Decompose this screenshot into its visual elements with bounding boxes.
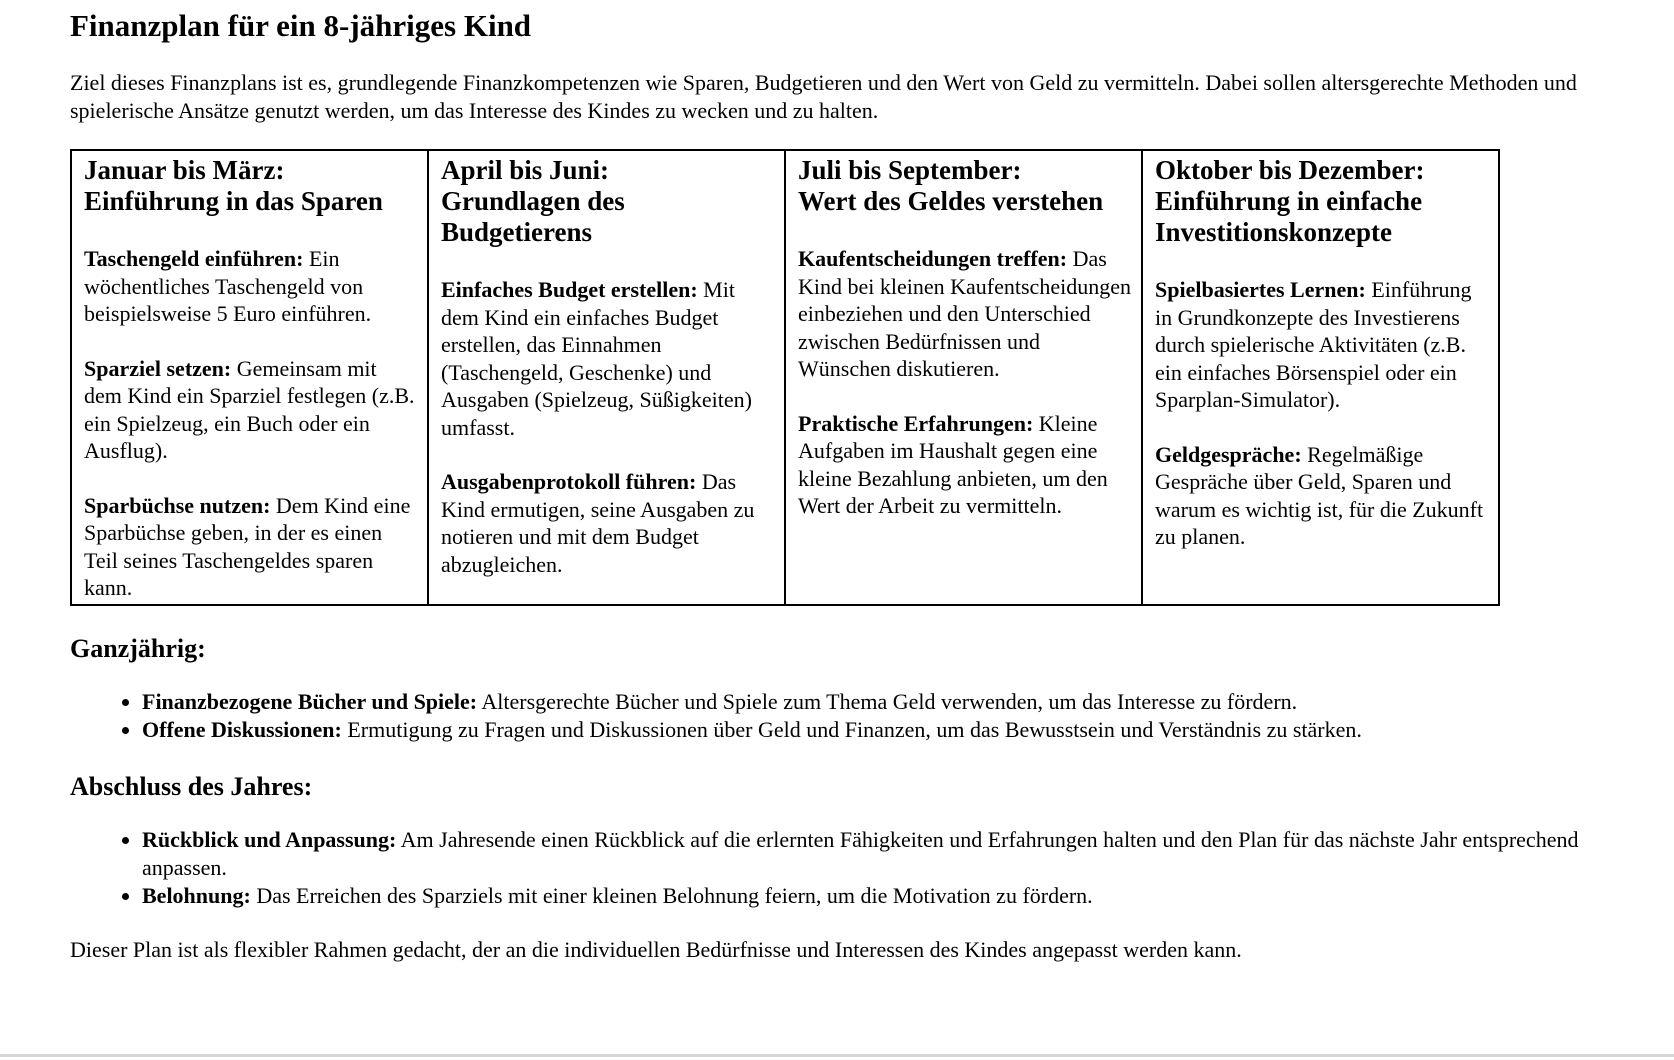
- list-item-label: Offene Diskussionen:: [142, 716, 342, 742]
- plan-item: [84, 355, 417, 465]
- plan-item-text: Regelmäßige Gespräche über Geld, Sparen und warum es wichtig ist, für die Zukunft zu planen.: [1155, 441, 1484, 549]
- plan-item-label: Einfaches Budget erstellen:: [441, 277, 698, 302]
- quarter-theme: Einführung in das Sparen: [84, 186, 383, 216]
- plan-item: [84, 492, 417, 602]
- plan-item: [798, 410, 1131, 520]
- table-row: [71, 150, 1499, 605]
- document-title: Finanzplan für ein 8-jähriges Kind: [70, 8, 532, 43]
- quarter-theme: Grundlagen des Budgetierens: [441, 186, 625, 247]
- quarter-heading: [441, 155, 774, 248]
- list-item-label: Belohnung:: [142, 882, 251, 908]
- list-item: [142, 826, 1600, 882]
- quarter-cell-q2: [428, 150, 785, 605]
- plan-item-text: Das Kind bei kleinen Kaufentscheidungen einbeziehen und den Unterschied zwischen Bedürfnissen und Wünschen diskutieren.: [798, 246, 1131, 381]
- year-end-heading: Abschluss des Jahres:: [70, 771, 313, 801]
- plan-item: [441, 468, 774, 578]
- plan-item-label: Taschengeld einführen:: [84, 246, 304, 271]
- list-item-label: Finanzbezogene Bücher und Spiele:: [142, 688, 478, 714]
- closing-paragraph: Dieser Plan ist als flexibler Rahmen gedacht, der an die individuellen Bedürfnisse und Interessen des Kindes angepasst werden kann.: [70, 936, 1242, 962]
- plan-item-text: Ein wöchentliches Taschengeld von beispielsweise 5 Euro einführen.: [84, 246, 372, 326]
- plan-item-label: Kaufentscheidungen treffen:: [798, 246, 1068, 271]
- list-item: [142, 688, 1600, 716]
- plan-item-label: Spielbasiertes Lernen:: [1155, 277, 1366, 302]
- quarter-period: April bis Juni:: [441, 155, 610, 185]
- quarter-period: Januar bis März:: [84, 155, 285, 185]
- list-item-text: Das Erreichen des Sparziels mit einer kleinen Belohnung feiern, um die Motivation zu fördern.: [250, 882, 1093, 908]
- quarter-heading: [798, 155, 1131, 217]
- plan-item: [84, 245, 417, 328]
- plan-item: [441, 276, 774, 441]
- plan-item-text: Dem Kind eine Sparbüchse geben, in der es einen Teil seines Taschengeldes sparen kann.: [84, 492, 411, 600]
- plan-item-label: Praktische Erfahrungen:: [798, 410, 1034, 436]
- list-item-text: Ermutigung zu Fragen und Diskussionen über Geld und Finanzen, um das Bewusstsein und Verständnis zu stärken.: [341, 716, 1362, 742]
- quarter-period: Oktober bis Dezember:: [1155, 155, 1425, 185]
- plan-item-text: Das Kind ermutigen, seine Ausgaben zu notieren und mit dem Budget abzugleichen.: [441, 469, 755, 577]
- intro-paragraph: Ziel dieses Finanzplans ist es, grundlegende Finanzkompetenzen wie Sparen, Budgetieren und den Wert von Geld zu vermitteln. Dabei sollen altersgerechte Methoden und spielerische Ansätze genutzt werden, um das Interesse des Kindes zu wecken und zu halten.: [70, 70, 1577, 123]
- year-round-list: [70, 688, 1600, 744]
- plan-item-label: Ausgabenprotokoll führen:: [441, 469, 697, 494]
- plan-item: [1155, 276, 1488, 414]
- quarter-theme: Wert des Geldes verstehen: [798, 186, 1104, 216]
- list-item: [142, 716, 1600, 744]
- list-item-label: Rückblick und Anpassung:: [142, 826, 397, 852]
- quarter-cell-q1: [71, 150, 428, 605]
- quarter-heading: [84, 155, 417, 217]
- list-item-text: Am Jahresende einen Rückblick auf die erlernten Fähigkeiten und Erfahrungen halten und den Plan für das nächste Jahr entsprechend anpassen.: [142, 826, 1579, 880]
- plan-item-text: Kleine Aufgaben im Haushalt gegen eine kleine Bezahlung anbieten, um den Wert der Arbeit zu vermitteln.: [798, 410, 1108, 518]
- quarter-cell-q4: [1142, 150, 1499, 605]
- quarterly-plan-table: [70, 149, 1500, 606]
- plan-item: [1155, 441, 1488, 551]
- quarter-heading: [1155, 155, 1488, 248]
- quarter-period: Juli bis September:: [798, 155, 1022, 185]
- document-page: [70, 0, 1600, 964]
- list-item-text: Altersgerechte Bücher und Spiele zum Thema Geld verwenden, um das Interesse zu fördern.: [477, 688, 1298, 714]
- quarter-cell-q3: [785, 150, 1142, 605]
- plan-item-label: Sparziel setzen:: [84, 355, 232, 381]
- plan-item: [798, 245, 1131, 383]
- plan-item-text: Einführung in Grundkonzepte des Investierens durch spielerische Aktivitäten (z.B. ein einfaches Börsenspiel oder ein Sparplan-Simulator).: [1155, 277, 1472, 412]
- list-item: [142, 882, 1600, 910]
- plan-item-label: Sparbüchse nutzen:: [84, 492, 271, 518]
- page-bottom-divider: [0, 1054, 1674, 1057]
- year-round-heading: Ganzjährig:: [70, 633, 206, 663]
- plan-item-text: Mit dem Kind ein einfaches Budget erstellen, das Einnahmen (Taschengeld, Geschenke) und Ausgaben (Spielzeug, Süßigkeiten) umfasst.: [441, 277, 752, 440]
- quarter-theme: Einführung in einfache Investitionskonzepte: [1155, 186, 1423, 247]
- plan-item-text: Gemeinsam mit dem Kind ein Sparziel festlegen (z.B. ein Spielzeug, ein Buch oder ein Ausflug).: [84, 355, 415, 463]
- year-end-list: [70, 826, 1600, 910]
- plan-item-label: Geldgespräche:: [1155, 441, 1302, 467]
